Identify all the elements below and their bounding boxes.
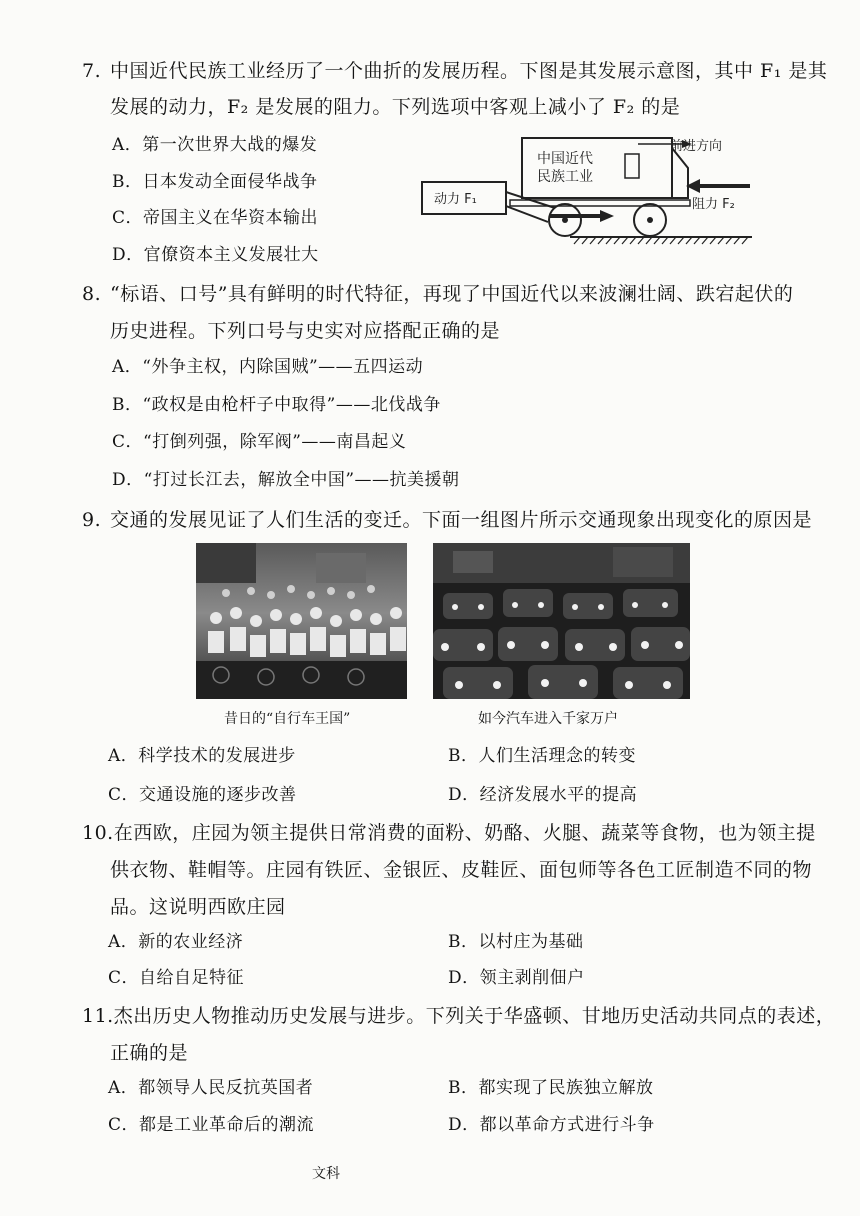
q8-stem-line1: 8. “标语、口号”具有鲜明的时代特征，再现了中国近代以来波澜壮阔、跌宕起伏的 [82, 283, 794, 305]
q11-option-b[interactable]: B．都实现了民族独立解放 [448, 1078, 654, 1098]
bicycle-kingdom-photo [196, 543, 407, 699]
q11-option-c[interactable]: C．都是工业革命后的潮流 [108, 1115, 315, 1135]
q10-number: 10. [82, 822, 114, 844]
q8-option-c[interactable]: C．“打倒列强，除军阀”——南昌起义 [112, 432, 407, 452]
forward-label: 前进方向 [670, 139, 723, 154]
q10-option-b[interactable]: B．以村庄为基础 [448, 932, 584, 952]
truck-cab [672, 148, 688, 198]
truck-label-2: 民族工业 [537, 169, 593, 185]
resistance-label: 阻力 F₂ [692, 197, 735, 212]
q11-option-d[interactable]: D．都以革命方式进行斗争 [448, 1115, 655, 1135]
q8-stem-line2: 历史进程。下列口号与史实对应搭配正确的是 [110, 320, 501, 342]
q7-option-a[interactable]: A．第一次世界大战的爆发 [112, 135, 318, 155]
q9-number: 9. [82, 509, 102, 531]
q8-option-b[interactable]: B．“政权是由枪杆子中取得”——北伐战争 [112, 395, 441, 415]
caption-cars: 如今汽车进入千家万户 [478, 711, 618, 727]
q10-option-d[interactable]: D．领主剥削佃户 [448, 968, 585, 988]
q11-number: 11. [82, 1005, 114, 1027]
caption-bicycle: 昔日的“自行车王国” [224, 711, 351, 727]
q7-option-b[interactable]: B．日本发动全面侵华战争 [112, 172, 318, 192]
q9-option-c[interactable]: C．交通设施的逐步改善 [108, 785, 297, 805]
q10-stem-line1: 10.在西欧，庄园为领主提供日常消费的面粉、奶酪、火腿、蔬菜等食物，也为领主提 [82, 822, 816, 844]
q7-stem-line1: 7. 中国近代民族工业经历了一个曲折的发展历程。下图是其发展示意图，其中 F₁ 是其 [82, 60, 828, 82]
q10-stem-line2: 供衣物、鞋帽等。庄园有铁匠、金银匠、皮鞋匠、面包师等各色工匠制造不同的物 [110, 859, 813, 881]
q10-option-c[interactable]: C．自给自足特征 [108, 968, 245, 988]
page-footer: 文科 [312, 1166, 340, 1182]
q9-option-a[interactable]: A．科学技术的发展进步 [108, 746, 296, 766]
q10-option-a[interactable]: A．新的农业经济 [108, 932, 244, 952]
truck-window-icon [625, 154, 639, 178]
q11-stem-line2: 正确的是 [110, 1042, 189, 1064]
q8-number: 8. [82, 283, 102, 305]
q7-force-diagram [420, 130, 760, 255]
q8-option-d[interactable]: D．“打过长江去，解放全中国”——抗美援朝 [112, 470, 460, 490]
q7-option-c[interactable]: C．帝国主义在华资本输出 [112, 208, 319, 228]
car-traffic-photo [433, 543, 690, 699]
truck-body [522, 138, 672, 198]
q9-stem-line1: 9. 交通的发展见证了人们生活的变迁。下面一组图片所示交通现象出现变化的原因是 [82, 509, 813, 531]
power-label: 动力 F₁ [434, 192, 477, 207]
q9-option-d[interactable]: D．经济发展水平的提高 [448, 785, 638, 805]
q10-stem-line3: 品。这说明西欧庄园 [110, 896, 286, 918]
truck-label-1: 中国近代 [537, 151, 593, 167]
q11-stem-line1: 11.杰出历史人物推动历史发展与进步。下列关于华盛顿、甘地历史活动共同点的表述， [82, 1005, 836, 1027]
q11-option-a[interactable]: A．都领导人民反抗英国者 [108, 1078, 314, 1098]
q7-number: 7. [82, 60, 102, 82]
q8-option-a[interactable]: A．“外争主权，内除国贼”——五四运动 [112, 357, 424, 377]
q9-option-b[interactable]: B．人们生活理念的转变 [448, 746, 636, 766]
q7-option-d[interactable]: D．官僚资本主义发展壮大 [112, 245, 319, 265]
q7-stem-line2: 发展的动力，F₂ 是发展的阻力。下列选项中客观上减小了 F₂ 的是 [110, 96, 681, 118]
ground-hatch [574, 237, 748, 244]
